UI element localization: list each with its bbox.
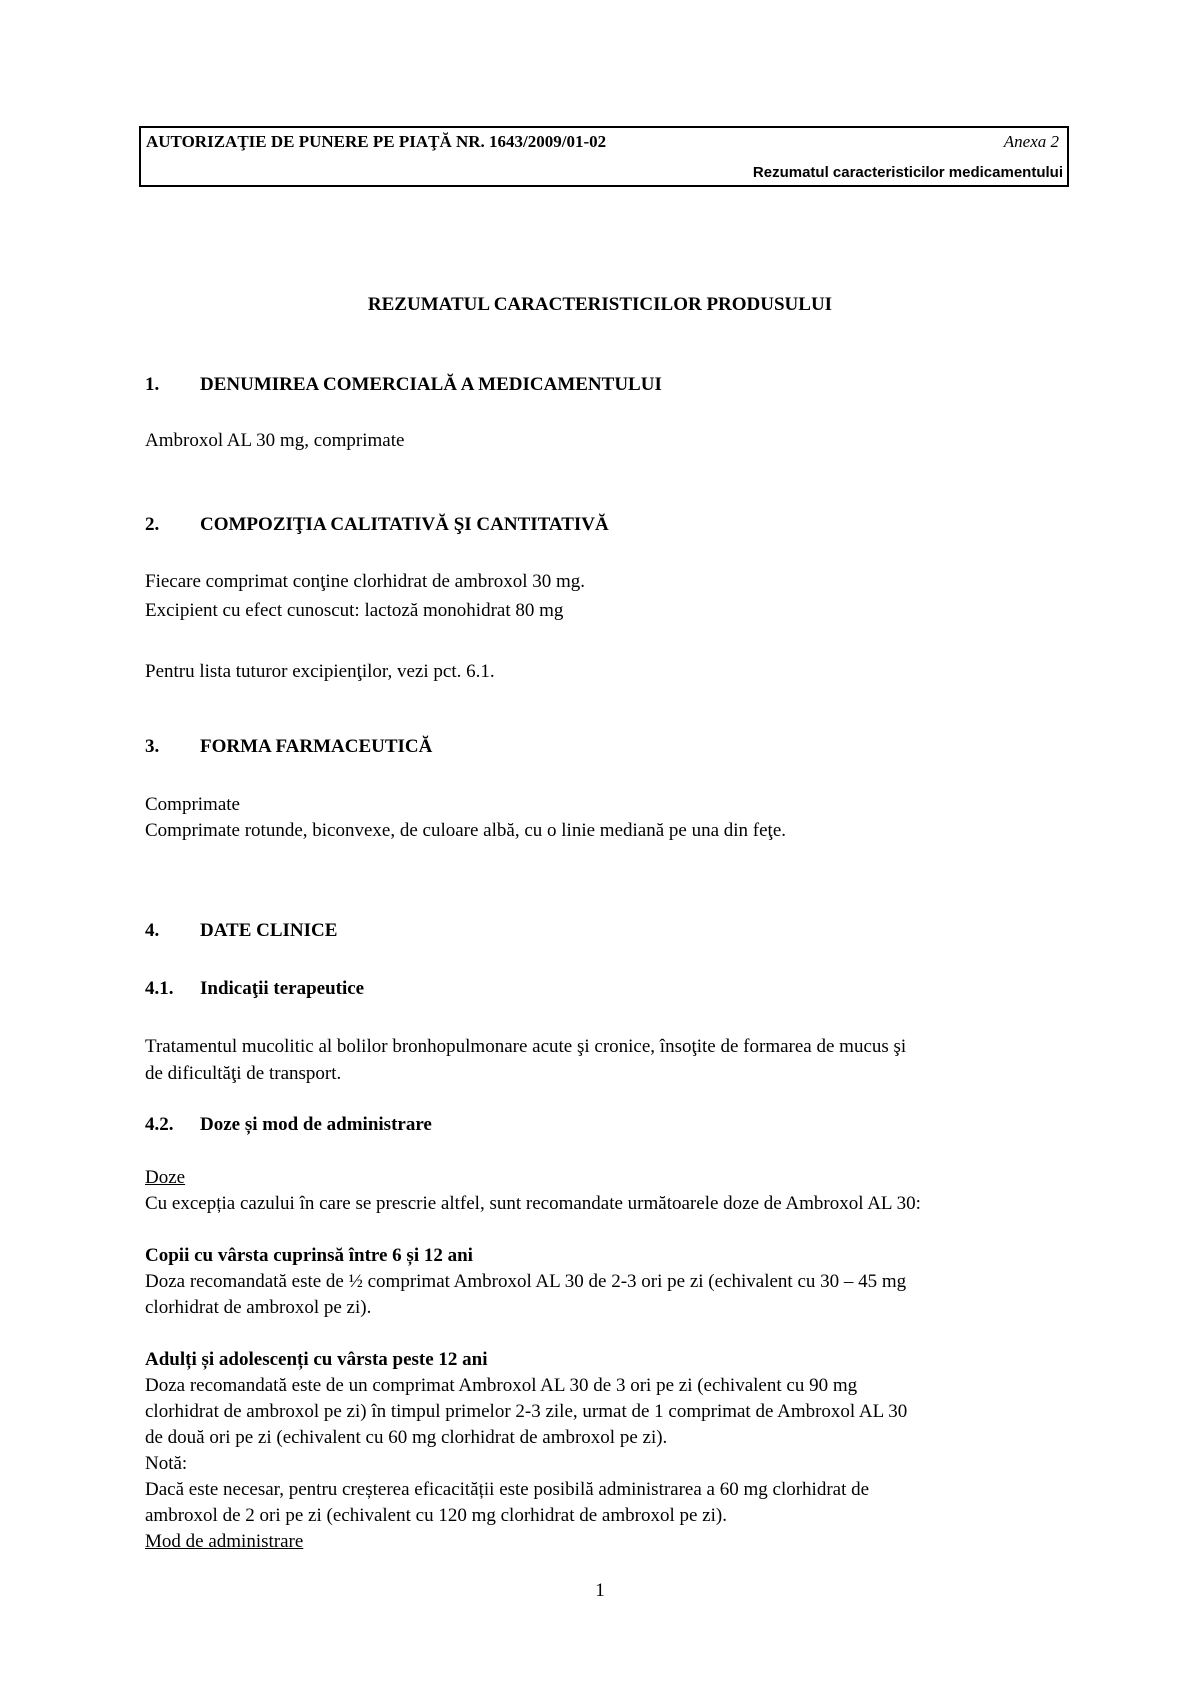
section-1-number: 1. xyxy=(145,374,160,395)
section-2-title: COMPOZIŢIA CALITATIVĂ ŞI CANTITATIVĂ xyxy=(200,514,609,535)
section-4-number: 4. xyxy=(145,920,160,941)
section-4-2-number: 4.2. xyxy=(145,1114,174,1135)
page-number: 1 xyxy=(595,1580,605,1601)
section-3-number: 3. xyxy=(145,736,160,757)
nota-line-1: Dacă este necesar, pentru creșterea eficacității este posibilă administrarea a 60 mg clorhidrat de xyxy=(145,1479,870,1500)
adulti-line-2: clorhidrat de ambroxol pe zi) în timpul primelor 2-3 zile, urmat de 1 comprimat de Ambroxol AL 30 xyxy=(145,1401,908,1422)
doze-line-1: Cu excepția cazului în care se prescrie altfel, sunt recomandate următoarele doze de Ambroxol AL 30: xyxy=(145,1193,921,1214)
header-subtitle: Rezumatul caracteristicilor medicamentului xyxy=(752,164,1063,181)
doze-heading: Doze xyxy=(145,1167,186,1188)
nota-label: Notă: xyxy=(145,1453,188,1474)
annex-label: Anexa 2 xyxy=(1003,132,1059,151)
section-4-1-line-2: de dificultăţi de transport. xyxy=(145,1063,342,1084)
section-2-number: 2. xyxy=(145,514,160,535)
adulti-heading: Adulți și adolescenți cu vârsta peste 12 ani xyxy=(145,1349,488,1370)
section-4-title: DATE CLINICE xyxy=(200,920,338,941)
section-4-1-line-1: Tratamentul mucolitic al bolilor bronhopulmonare acute şi cronice, însoţite de formarea de mucus şi xyxy=(145,1036,907,1057)
authorization-number: AUTORIZAŢIE DE PUNERE PE PIAŢĂ NR. 1643/2009/01-02 xyxy=(146,132,607,151)
section-2-line-2: Excipient cu efect cunoscut: lactoză monohidrat 80 mg xyxy=(145,600,564,621)
section-3-title: FORMA FARMACEUTICĂ xyxy=(200,736,433,757)
section-3-line-1: Comprimate xyxy=(145,794,240,815)
section-1-text: Ambroxol AL 30 mg, comprimate xyxy=(145,430,405,451)
copii-line-1: Doza recomandată este de ½ comprimat Ambroxol AL 30 de 2-3 ori pe zi (echivalent cu 30 – 45 mg xyxy=(145,1271,907,1292)
header-box xyxy=(139,126,1069,187)
section-2-line-1: Fiecare comprimat conţine clorhidrat de ambroxol 30 mg. xyxy=(145,571,586,592)
adulti-line-1: Doza recomandată este de un comprimat Ambroxol AL 30 de 3 ori pe zi (echivalent cu 90 mg xyxy=(145,1375,858,1396)
adulti-line-3: de două ori pe zi (echivalent cu 60 mg clorhidrat de ambroxol pe zi). xyxy=(145,1427,668,1448)
copii-line-2: clorhidrat de ambroxol pe zi). xyxy=(145,1297,372,1318)
section-2-line-3: Pentru lista tuturor excipienţilor, vezi pct. 6.1. xyxy=(145,661,495,682)
mod-administrare-heading: Mod de administrare xyxy=(145,1531,304,1552)
nota-line-2: ambroxol de 2 ori pe zi (echivalent cu 120 mg clorhidrat de ambroxol pe zi). xyxy=(145,1505,727,1526)
section-4-2-title: Doze și mod de administrare xyxy=(200,1114,432,1135)
copii-heading: Copii cu vârsta cuprinsă între 6 și 12 ani xyxy=(145,1245,473,1266)
document-title: REZUMATUL CARACTERISTICILOR PRODUSULUI xyxy=(367,294,833,315)
section-4-1-title: Indicaţii terapeutice xyxy=(200,978,365,999)
section-3-line-2: Comprimate rotunde, biconvexe, de culoare albă, cu o linie mediană pe una din feţe. xyxy=(145,820,787,841)
section-4-1-number: 4.1. xyxy=(145,978,174,999)
section-1-title: DENUMIREA COMERCIALĂ A MEDICAMENTULUI xyxy=(200,374,662,395)
